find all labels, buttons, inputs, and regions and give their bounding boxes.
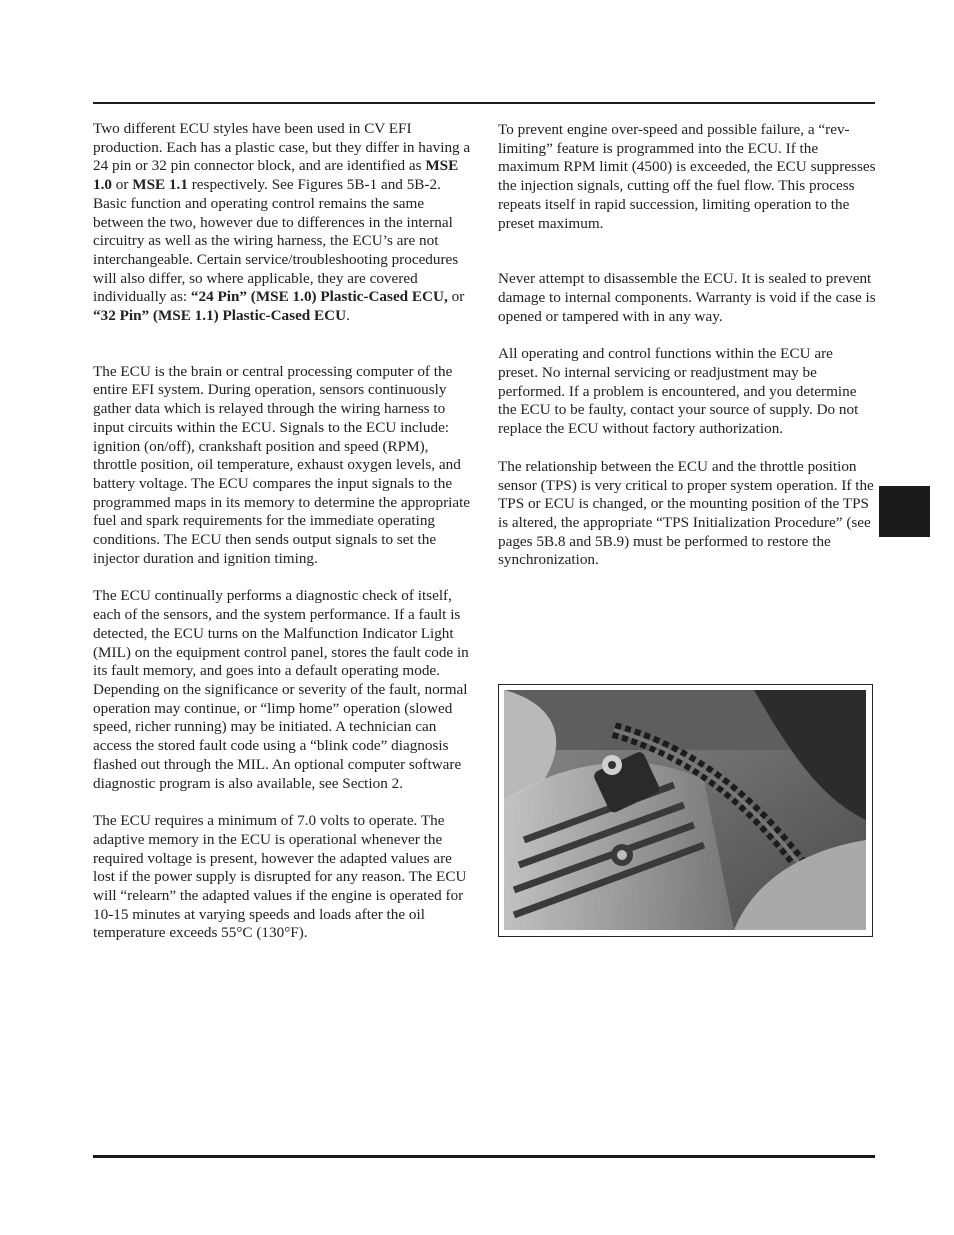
paragraph-ecu-styles: Two different ECU styles have been used in CV EFI production. Each has a plastic case, but they differ in having a 24 pin or 32 pin connector block, and are identified as MSE 1.0 or MSE 1.1 respectively. See Figures 5B-1 and 5B-2. Basic function and operating control remains the same between the two, however due to differences in the internal circuitry as well as the wiring harness, the ECU’s are not interchangeable. Certain service/troubleshooting procedures will also differ, so where applicable, they are covered individually as: “24 Pin” (MSE 1.0) Plastic-Cased ECU, or “32 Pin” (MSE 1.1) Plastic-Cased ECU. [93, 120, 471, 325]
left-column [93, 120, 473, 943]
paragraph-ecu-function: The ECU is the brain or central processing computer of the entire EFI system. During operation, sensors continuously gather data which is relayed through the wiring harness to input circuits within the ECU. Signals to the ECU include: ignition (on/off), crankshaft position and speed (RPM), throttle position, oil temperature, exhaust oxygen levels, and battery voltage. The ECU compares the input signals to the programmed maps in its memory to determine the appropriate fuel and spark requirements for the immediate operating conditions. The ECU then sends output signals to set the injector duration and ignition timing. [93, 362, 471, 567]
paragraph-disassembly-warning: Never attempt to disassemble the ECU. It is sealed to prevent damage to internal components. Warranty is void if the case is opened or tampered with in any way. [498, 270, 876, 325]
paragraph-tps-relationship: The relationship between the ECU and the throttle position sensor (TPS) is very critical to proper system operation. If the TPS or ECU is changed, or the mounting position of the TPS is altered, the appropriate “TPS Initialization Procedure” (see pages 5B.8 and 5B.9) must be performed to restore the synchronization. [498, 457, 874, 569]
engine-photo-illustration [504, 690, 866, 930]
header-rule [93, 102, 875, 104]
paragraph-preset-functions: All operating and control functions within the ECU are preset. No internal servicing or readjustment may be performed. If a problem is encountered, and you determine the ECU to be faulty, contact your source of supply. Do not replace the ECU without factory authorization. [498, 345, 859, 438]
right-column [498, 121, 876, 570]
paragraph-ecu-voltage: The ECU requires a minimum of 7.0 volts to operate. The adaptive memory in the ECU is operational whenever the required voltage is present, however the adapted values are lost if the power supply is disrupted for any reason. The ECU will “relearn” the adapted values if the engine is operated for 10-15 minutes at varying speeds and loads after the oil temperature exceeds 55°C (130°F). [93, 812, 467, 942]
footer-rule [93, 1155, 875, 1158]
paragraph-ecu-diagnostics: The ECU continually performs a diagnostic check of itself, each of the sensors, and the system performance. If a fault is detected, the ECU turns on the Malfunction Indicator Light (MIL) on the equipment control panel, stores the fault code in its fault memory, and goes into a default operating mode. Depending on the significance or severity of the fault, normal operation may continue, or “limp home” operation (slowed speed, richer running) may be initiated. A technician can access the stored fault code using a “blink code” diagnosis flashed out through the MIL. An optional computer software diagnostic program is also available, see Section 2. [93, 587, 469, 792]
section-tab [879, 486, 930, 537]
engine-photo [498, 684, 873, 937]
paragraph-rev-limiting: To prevent engine over-speed and possible failure, a “rev-limiting” feature is programmed into the ECU. If the maximum RPM limit (4500) is exceeded, the ECU suppresses the injection signals, cutting off the fuel flow. This process repeats itself in rapid succession, limiting operation to the preset maximum. [498, 121, 876, 232]
